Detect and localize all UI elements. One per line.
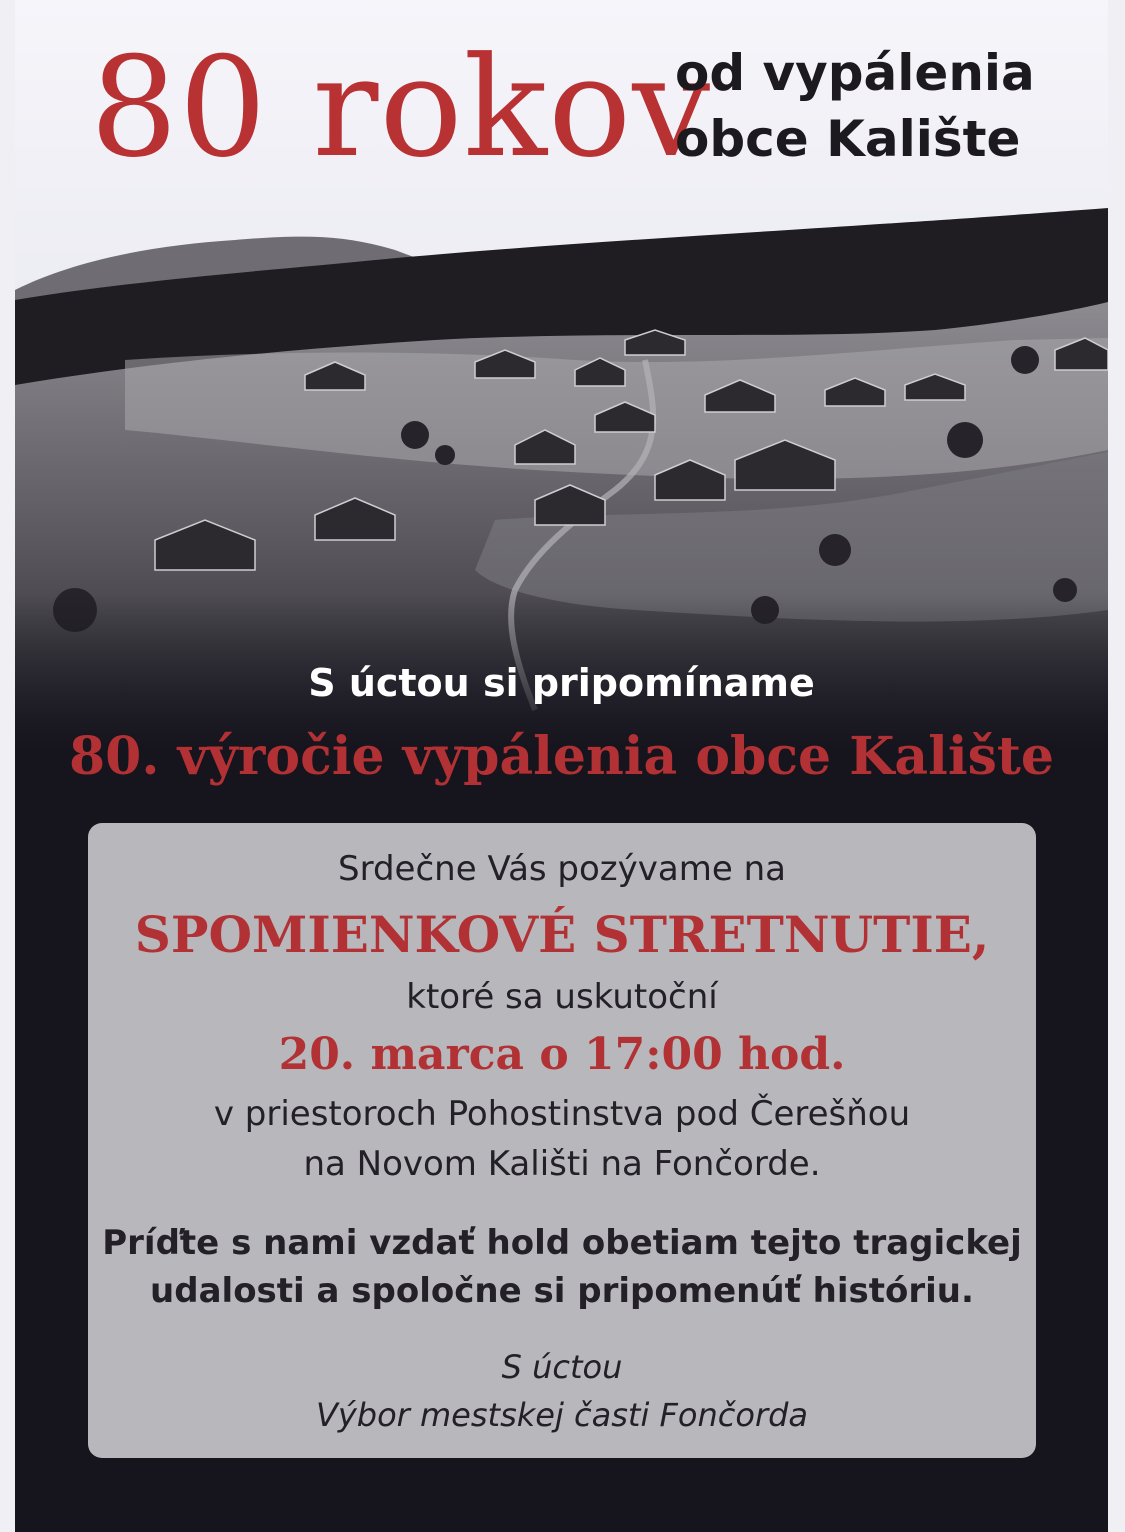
big-title: 80 rokov: [90, 27, 712, 188]
event-name: SPOMIENKOVÉ STRETNUTIE,: [134, 905, 990, 964]
sub-title: [675, 40, 1035, 172]
event-date-time: 20. marca o 17:00 hod.: [278, 1029, 846, 1080]
appeal-line-2: udalosti a spoločne si pripomenúť históriu.: [150, 1271, 974, 1311]
remembrance-line: S úctou si pripomíname: [308, 661, 815, 705]
invitation-box: [88, 823, 1036, 1458]
appeal-line-1: Príďte s nami vzdať hold obetiam tejto tragickej: [102, 1223, 1022, 1263]
anniversary-heading: 80. výročie vypálenia obce Kalište: [68, 726, 1055, 787]
invitation-connector: ktoré sa uskutoční: [406, 977, 718, 1017]
location-line-2: na Novom Kališti na Fončorde.: [303, 1144, 821, 1184]
location-line-1: v priestoroch Pohostinstva pod Čerešňou: [213, 1094, 911, 1134]
invitation-intro: Srdečne Vás pozývame na: [338, 849, 786, 889]
signature: Výbor mestskej časti Fončorda: [315, 1396, 809, 1434]
sub-title-line-2: obce Kalište: [675, 110, 1021, 168]
poster: [15, 0, 1108, 1532]
sub-title-line-1: od vypálenia: [675, 44, 1035, 102]
signoff: S úctou: [501, 1348, 623, 1386]
